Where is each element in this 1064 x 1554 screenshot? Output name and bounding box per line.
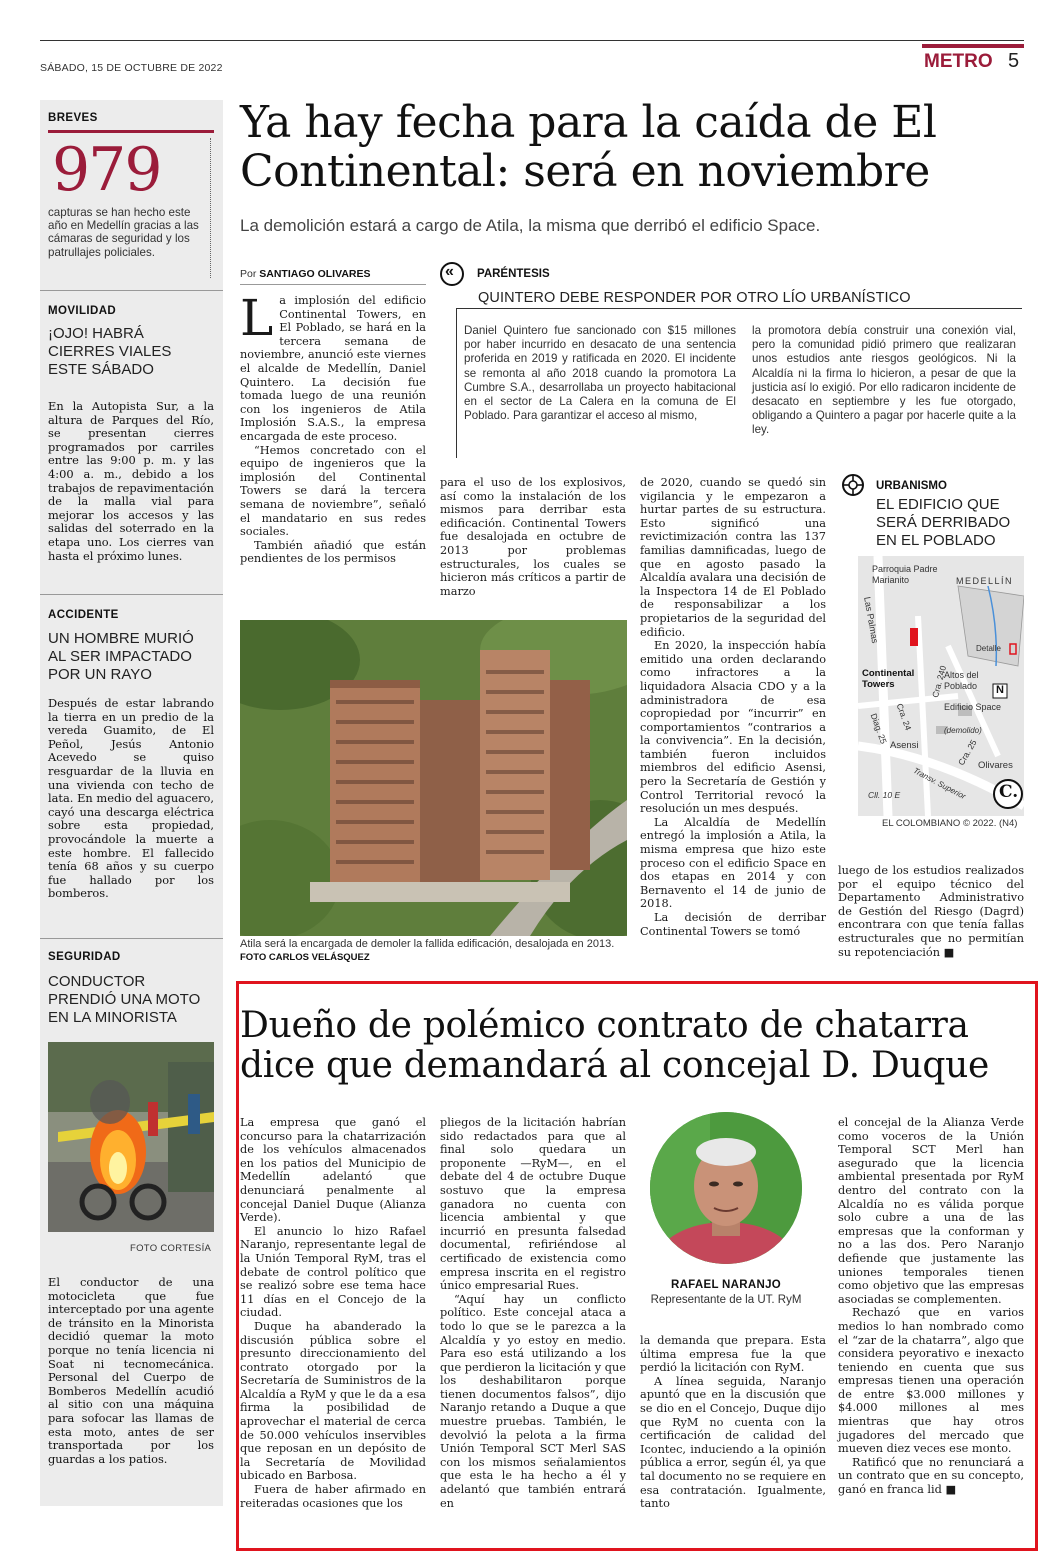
map-credit: EL COLOMBIANO © 2022. (N4) (882, 818, 1018, 829)
second-headline: Dueño de polémico contrato de chatarra dice que demandará al concejal D. Duque (240, 1005, 990, 1086)
paragraph: El anuncio lo hizo Rafael Naranjo, representante legal de la Unión Temporal RyM, tras el debate de control político que se realizó sobre ese tema hace 11 días en el Concejo de la ciudad. (240, 1224, 426, 1320)
map-label-demolido: (demolido) (944, 726, 982, 735)
paragraph: para el uso de los explosivos, así como la instalación de los mismos para derribar esta edificación. Continental Towers fue desalojada en octubre de 2013 por problemas estructurales, los cuales se hicieron más críticos a partir de marzo (440, 476, 626, 598)
map-label-diag25: Diag. 25 (868, 712, 889, 746)
moto-fire-photo (48, 1042, 214, 1232)
accidente-heading: ACCIDENTE (48, 609, 119, 621)
map-label-cra40: Cra. 240 (930, 664, 949, 699)
page-number: 5 (1008, 50, 1020, 72)
second-article-col1 (240, 1116, 426, 1510)
section-bar (922, 44, 1024, 48)
main-article-col2 (440, 476, 626, 598)
paragraph: Fuera de haber afirmado en reiteradas ocasiones que los (240, 1483, 426, 1510)
paragraph: la demanda que prepara. Esta última empresa fue la que perdió la licitación con RyM. (640, 1334, 826, 1375)
top-rule (40, 40, 1024, 41)
sidebar-breves (40, 100, 223, 1506)
paragraph: En 2020, la inspección había emitido una orden declarando como infractores a la liquidadora Alsacia CDO y a la administradora de esa copropiedad por “incurrir” en comportamientos “contrarios a la convivencia”. En la decisión, también fueron incluidos miembros del edificio Asensi, pero la Secretaría de Gestión y Control Territorial revocó la resolución un mes después. (640, 639, 826, 816)
parentesis-col2: la promotora debía construir una conexión vial, pero la comunidad pidió primero que realizaran unos estudios ante riesgos geológicos. Ni la Alcaldía ni la firma lo hicieron, a pesar de que la justicia así lo exigió. Por ello radicaron incidente de desacato en septiembre y les fue otorgado, obligando a Quintero a pagar por hacerle quite a la ley. (752, 324, 1016, 437)
main-headline: Ya hay fecha para la caída de El Continental: será en noviembre (240, 97, 937, 197)
paragraph: La decisión de derribar Continental Towers se tomó (640, 911, 826, 938)
map-label-parroquia: Parroquia Padre Marianito (872, 564, 938, 585)
separator (40, 938, 223, 939)
building-illustration (240, 620, 627, 936)
photo-caption (240, 938, 630, 964)
map-label-space: Edificio Space (944, 702, 1002, 712)
paragraph: Ratificó que no renunciará a un contrato que en su concepto, ganó en franca lid ■ (838, 1455, 1024, 1497)
map-label-altos: Altos del Poblado (944, 670, 979, 691)
parentesis-title: QUINTERO DEBE RESPONDER POR OTRO LÍO URBANÍSTICO (478, 290, 911, 306)
seguridad-title: CONDUCTOR PRENDIÓ UNA MOTO EN LA MINORISTA (48, 973, 201, 1026)
urbanismo-title: EL EDIFICIO QUE SERÁ DERRIBADO EN EL POBLADO (876, 496, 1011, 549)
section-tab (922, 44, 1024, 74)
map-label-cll10: Cll. 10 E (868, 790, 901, 800)
paragraph: el concejal de la Alianza Verde como voceros de la Unión Temporal SCT Merl han asegurado que la licencia ambiental presentada por RyM dentro del contrato con la Alcaldía no es válida porque solo cubre a una de las empresas que la conforman y no a las dos. Pero Naranjo defiende que justamente las uniones temporales tienen como objetivo que las empresas asociadas se complementen. (838, 1116, 1024, 1306)
breves-text: capturas se han hecho este año en Medellín gracias a las cámaras de seguridad y los patrullajes policiales. (48, 206, 199, 259)
breves-heading: BREVES (48, 112, 98, 124)
portrait-photo (650, 1112, 802, 1264)
map-label-cra25: Cra. 25 (956, 737, 979, 767)
movilidad-text: En la Autopista Sur, a la altura de Parques del Río, se presentan cierres programados por carriles entre las 9:00 p. m. y las 4:00 a. m., debido a los trabajos de repavimentación de la malla vial para mejorar los accesos y las salidas del soterrado en la etapa uno. Los cierres van hasta el próximo lunes. (48, 399, 214, 563)
breves-divider (210, 138, 211, 278)
north-icon: N (996, 684, 1004, 696)
main-article-col4 (838, 864, 1024, 959)
map-label-las-palmas: Las Palmas (862, 596, 881, 645)
map-label-detalle: Detalle (976, 644, 1001, 653)
main-article-col1 (240, 289, 427, 566)
caption-credit: FOTO CARLOS VELÁSQUEZ (240, 952, 370, 963)
seguridad-heading: SEGURIDAD (48, 951, 121, 963)
paragraph: Rechazó que en varios medios lo han nombrado como el “zar de la chatarra”, algo que considera peyorativo e inexacto teniendo en cuenta que sus empresas tienen una operación de entre $3.000 millones y $4.000 millones al mes mientras que hay otros jugadores del mercado que mueven diez veces ese monto. (838, 1306, 1024, 1456)
parentesis-col1: Daniel Quintero fue sancionado con $15 millones por haber incurrido en desacato de una sentencia proferida en 2019 y ratificada en 2020. El incidente se remonta al año 2018 cuando la promotora La Cumbre S.A., desarrollaba un proyecto habitacional en el sector de La Calera en la comuna de El Poblado. Para garantizar el acceso al mismo, (464, 324, 736, 423)
breves-bar (48, 130, 214, 133)
paragraph: La Alcaldía de Medellín entregó la implosión a Atila, la misma empresa que hizo este proceso con el edificio Space en dos etapas en 2014 y con Bernavento el 14 de junio de 2018. (640, 815, 826, 911)
parentesis-label: PARÉNTESIS (477, 268, 550, 280)
paragraph: Duque ha abanderado la discusión pública sobre el presunto direccionamiento del contrato otorgado por la Secretaría de Suministros de la Alcaldía a RyM y que le da a esa firma la posibilidad de aprovechar el material de cerca de 50.000 vehículos inservibles que reposan en un depósito de la Secretaría de Movilidad ubicado en Barbosa. (240, 1319, 426, 1483)
moto-fire-illustration (48, 1042, 214, 1232)
map-label-asensi: Asensi (890, 740, 919, 751)
paragraph: A línea seguida, Naranjo apuntó que en la discusión que se dio en el Concejo, Duque dijo que RyM no cuenta con la certificación de calidad del Icontec, induciendo a la opinión pública a error, según él, ya que tal documento no se requiere en esa contratación. Igualmente, tanto (640, 1374, 826, 1511)
second-article-col4 (838, 1116, 1024, 1497)
building-photo (240, 620, 627, 936)
byline-rule (240, 284, 426, 285)
byline-prefix: Por (240, 268, 257, 280)
crosshair-icon (842, 474, 864, 496)
portrait-illustration (650, 1112, 802, 1264)
paragraph: de 2020, cuando se quedó sin vigilancia y le empezaron a hurtar partes de su estructura. Esto significó una revictimización contra las 137 familias damnificadas, luego de que en agosto pasado la Alcaldía avalara una decisión de la Inspectora 14 de El Poblado de responsabilizar a los propietarios de la seguridad del edificio. (640, 476, 826, 639)
accidente-title: UN HOMBRE MURIÓ AL SER IMPACTADO POR UN RAYO (48, 630, 194, 683)
movilidad-title: ¡OJO! HABRÁ CIERRES VIALES ESTE SÁBADO (48, 325, 172, 378)
map-label-medellin: MEDELLÍN (956, 576, 1014, 586)
map-label-cra24: Cra. 24 (894, 702, 914, 732)
map-label-olivares: Olivares (978, 760, 1013, 771)
chevrons-left-icon: « (440, 262, 464, 286)
paragraph: También añadió que están pendientes de los permisos (240, 538, 426, 566)
section-name: METRO (924, 51, 993, 72)
seguridad-text: El conductor de una motocicleta que fue interceptado por una agente de tránsito en la Minorista decidió quemar la moto porque no tenía licencia ni Soat ni tecnomecánica. Personal del Cuerpo de Bomberos Medellín acudió al sitio con una máquina para sofocar las llamas de esta moto, antes de ser transportada por los guardas a los patios. (48, 1275, 214, 1466)
separator (40, 290, 223, 291)
urbanismo-label: URBANISMO (876, 480, 947, 492)
paragraph: a implosión del edificio Continental Towers, en El Poblado, se hará en la tercera semana de noviembre, anunció este viernes el alcalde de Medellín, Daniel Quintero. La decisión fue tomada luego de una reunión con los ingenieros de Atila Implosión S.A.S., la empresa encargada de este proceso. (240, 294, 427, 443)
paragraph: “Hemos concretado con el equipo de ingenieros que la implosión del Continental Towers se dará la tercera semana de noviembre”, señaló el mandatario en sus redes sociales. (240, 443, 426, 539)
publisher-logo: C. (999, 782, 1019, 802)
page-date: SÁBADO, 15 DE OCTUBRE DE 2022 (40, 62, 223, 74)
second-article-col2 (440, 1116, 626, 1510)
portrait-role: Representante de la UT. RyM (650, 1294, 802, 1306)
map-label-continental: Continental Towers (862, 668, 915, 690)
portrait-name: RAFAEL NARANJO (670, 1279, 782, 1291)
accidente-text: Después de estar labrando la tierra en un predio de la vereda Guamito, de El Peñol, Jesús Antonio Acevedo se quiso resguardar de la lluvia en una vivienda con techo de lata. En medio del aguacero, cayó una descarga eléctrica sobre esta propiedad, provocándole la muerte a este hombre. El fallecido tenía 68 años y su cuerpo fue hallado por los bomberos. (48, 696, 214, 901)
paragraph: “Aquí hay un conflicto político. Este concejal ataca a todo lo que se le parezca a la Alcaldía y yo estoy en medio. Para eso está utilizando a los que perdieron la licitación y que los deshabilitaron porque tienen documentos falsos”, dijo Naranjo retando a Duque a que muestre pruebas. También, le devolvió la pelota a la firma Unión Temporal SCT Merl SAS con los mismos señalamientos que esta le ha hecho a él y adelantó que también entrará en (440, 1292, 626, 1510)
paragraph: pliegos de la licitación habrían sido redactados para que al final solo quedara un proponente —RyM—, en el debate del 4 de octubre Duque sostuvo que la empresa ganadora no cuenta con licencia ambiental y que incurrió en presunta falsedad documental, refiriéndose al certificado de existencia como empresa inscrita en el registro único empresarial Rues. (440, 1116, 626, 1293)
main-subhead: La demolición estará a cargo de Atila, la misma que derribó el edificio Space. (240, 216, 821, 235)
main-article-col3 (640, 476, 826, 938)
drop-cap: L (240, 289, 274, 347)
caption-text: Atila será la encargada de demoler la fallida edificación, desalojada en 2013. (240, 938, 615, 950)
breves-number: 979 (52, 135, 161, 205)
map-label-transv: Transv. Superior (911, 766, 968, 802)
paragraph: La empresa que ganó el concurso para la chatarrización de los vehículos almacenados en los patios del Municipio de Medellín adelantó que denunciará penalmente al concejal Daniel Duque (Alianza Verde). (240, 1116, 426, 1225)
second-article-col3 (640, 1334, 826, 1511)
paragraph: luego de los estudios realizados por el equipo técnico del Departamento Administrativo de Gestión del Riesgo (Dagrd) encontrara con que tenía fallas estructurales que no permitían su repotenciación ■ (838, 864, 1024, 959)
moto-photo-credit: FOTO CORTESÍA (130, 1243, 212, 1254)
separator (40, 594, 223, 595)
byline-author: SANTIAGO OLIVARES (259, 268, 371, 280)
movilidad-heading: MOVILIDAD (48, 305, 117, 317)
byline (240, 268, 371, 280)
location-map (858, 556, 1024, 816)
